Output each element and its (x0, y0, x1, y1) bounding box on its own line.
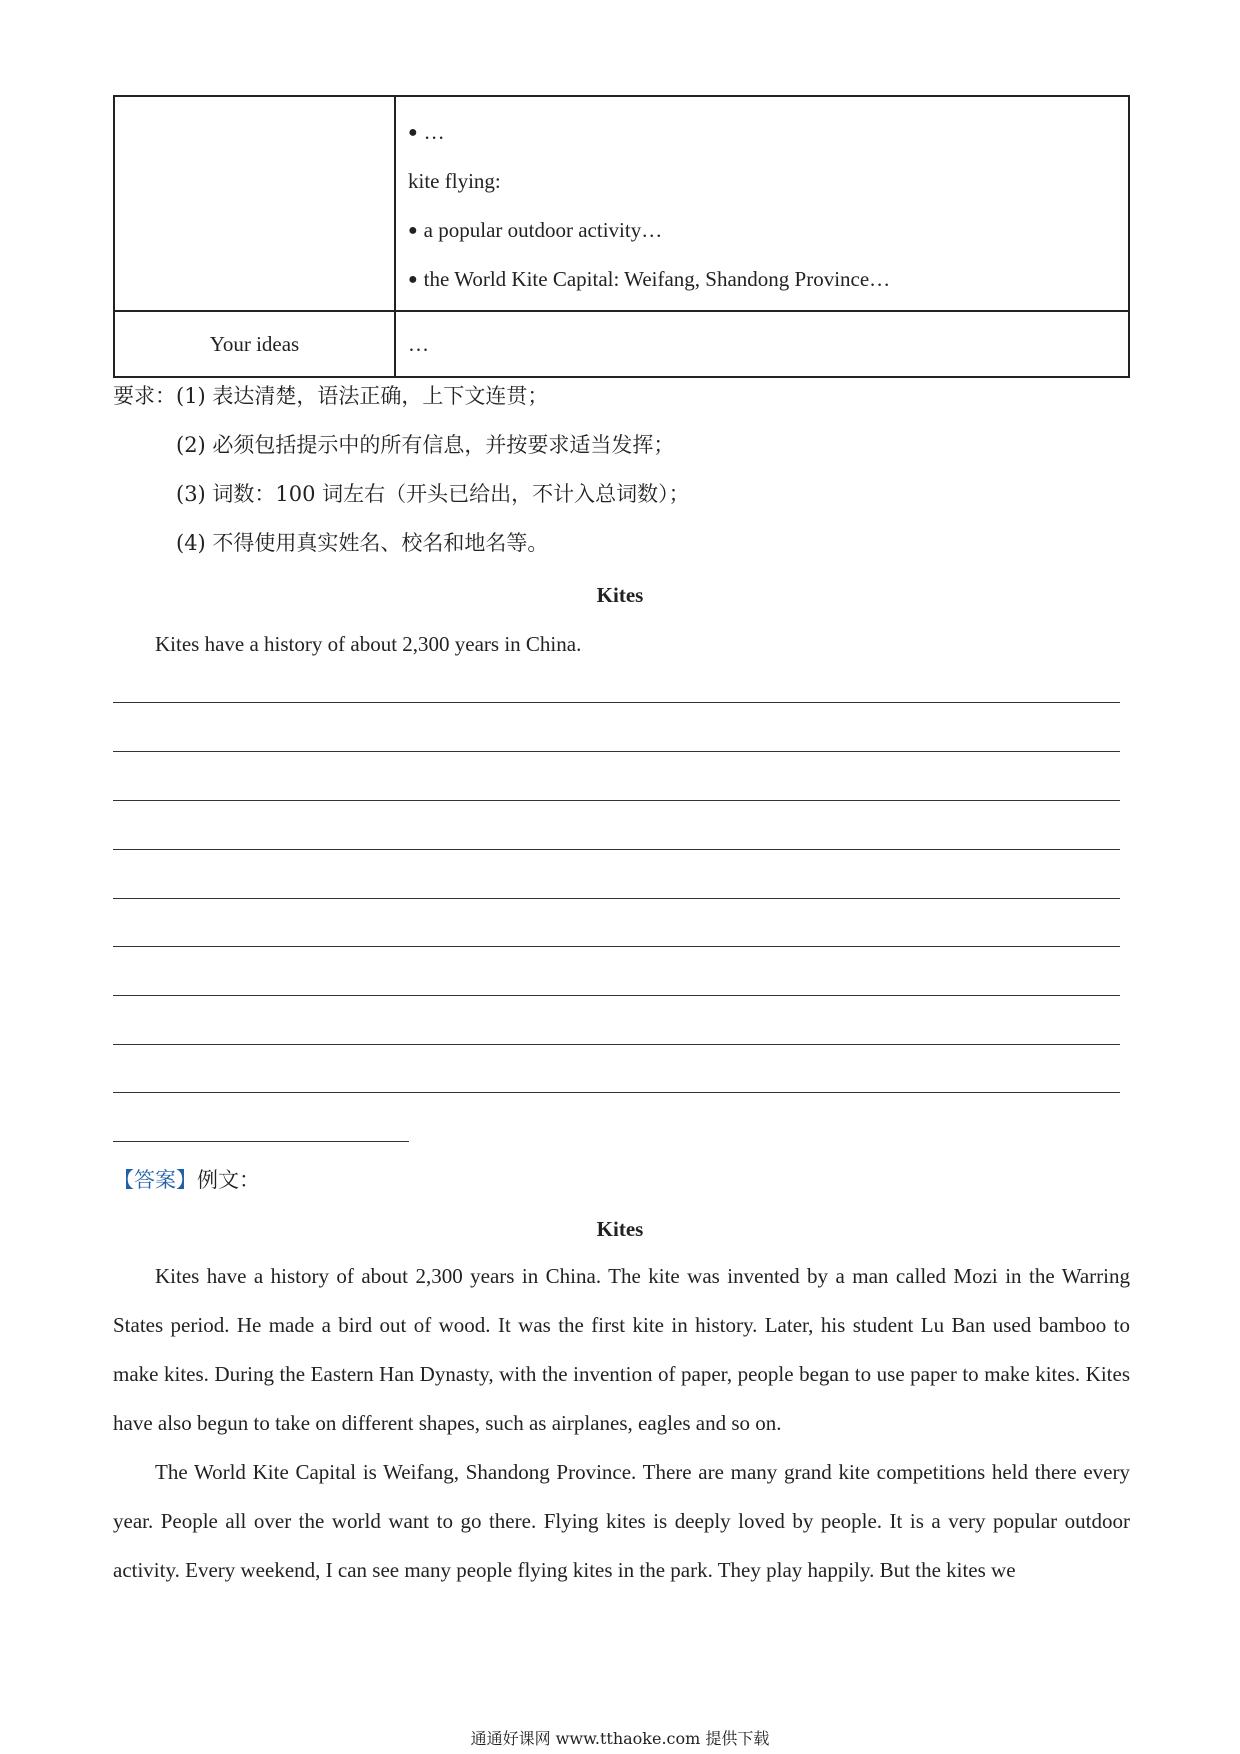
essay-paragraph-1: Kites have a history of about 2,300 years in China. The kite was invented by a man called Mozi in the Warring States period. He made a bird out of wood. It was the first kite in history. Later, his student Lu Ban used bamboo to make kites. During the Eastern Han Dynasty, with the invention of paper, people began to use paper to make kites. Kites have also begun to take on different shapes, such as airplanes, eagles and so on. (113, 1264, 1130, 1435)
writing-line[interactable] (113, 898, 1120, 899)
prompt-opening-sentence: Kites have a history of about 2,300 years in China. (155, 632, 582, 656)
writing-line[interactable] (113, 1044, 1120, 1045)
answer-label: 【答案】例文： (113, 1168, 260, 1192)
writing-line[interactable] (113, 702, 1120, 703)
answer-essay (113, 1252, 1130, 1595)
outline-table (113, 95, 1130, 378)
requirement-3: (3) 词数：100 词左右（开头已给出，不计入总词数）； (176, 482, 690, 506)
outline-content-cell (395, 96, 1129, 311)
outline-row-your-ideas (114, 311, 1129, 377)
answer-title: Kites (596, 1217, 644, 1241)
writing-line[interactable] (113, 946, 1120, 947)
prompt-title: Kites (596, 583, 644, 607)
writing-line[interactable] (113, 995, 1120, 996)
writing-line[interactable] (113, 849, 1120, 850)
essay-paragraph-2: The World Kite Capital is Weifang, Shandong Province. There are many grand kite competitions held there every year. People all over the world want to go there. Flying kites is deeply loved by people. It is a very popular outdoor activity. Every weekend, I can see many people flying kites in the park. They play happily. But the kites we (113, 1460, 1130, 1582)
requirement-1: 要求：(1) 表达清楚，语法正确，上下文连贯； (113, 384, 549, 408)
outline-row-kite-flying (114, 96, 1129, 311)
bullet-icon: ● (408, 222, 418, 239)
outline-line: ● a popular outdoor activity… (408, 218, 663, 242)
outline-line: ● … (408, 120, 445, 144)
bullet-icon: ● (408, 271, 418, 288)
outline-label-cell (114, 96, 395, 311)
writing-line-short[interactable] (113, 1141, 409, 1142)
writing-line[interactable] (113, 1092, 1120, 1093)
requirement-2: (2) 必须包括提示中的所有信息，并按要求适当发挥； (176, 433, 675, 457)
answer-tag: 【答案】 (113, 1168, 197, 1192)
bullet-icon: ● (408, 124, 418, 141)
writing-line[interactable] (113, 751, 1120, 752)
your-ideas-value: … (395, 311, 1129, 377)
writing-line[interactable] (113, 800, 1120, 801)
outline-line: kite flying: (408, 169, 501, 193)
outline-line: ● the World Kite Capital: Weifang, Shandong Province… (408, 267, 891, 291)
page-footer: 通通好课网 www.tthaoke.com 提供下载 (470, 1729, 770, 1748)
your-ideas-label: Your ideas (114, 311, 395, 377)
requirement-4: (4) 不得使用真实姓名、校名和地名等。 (176, 531, 549, 555)
